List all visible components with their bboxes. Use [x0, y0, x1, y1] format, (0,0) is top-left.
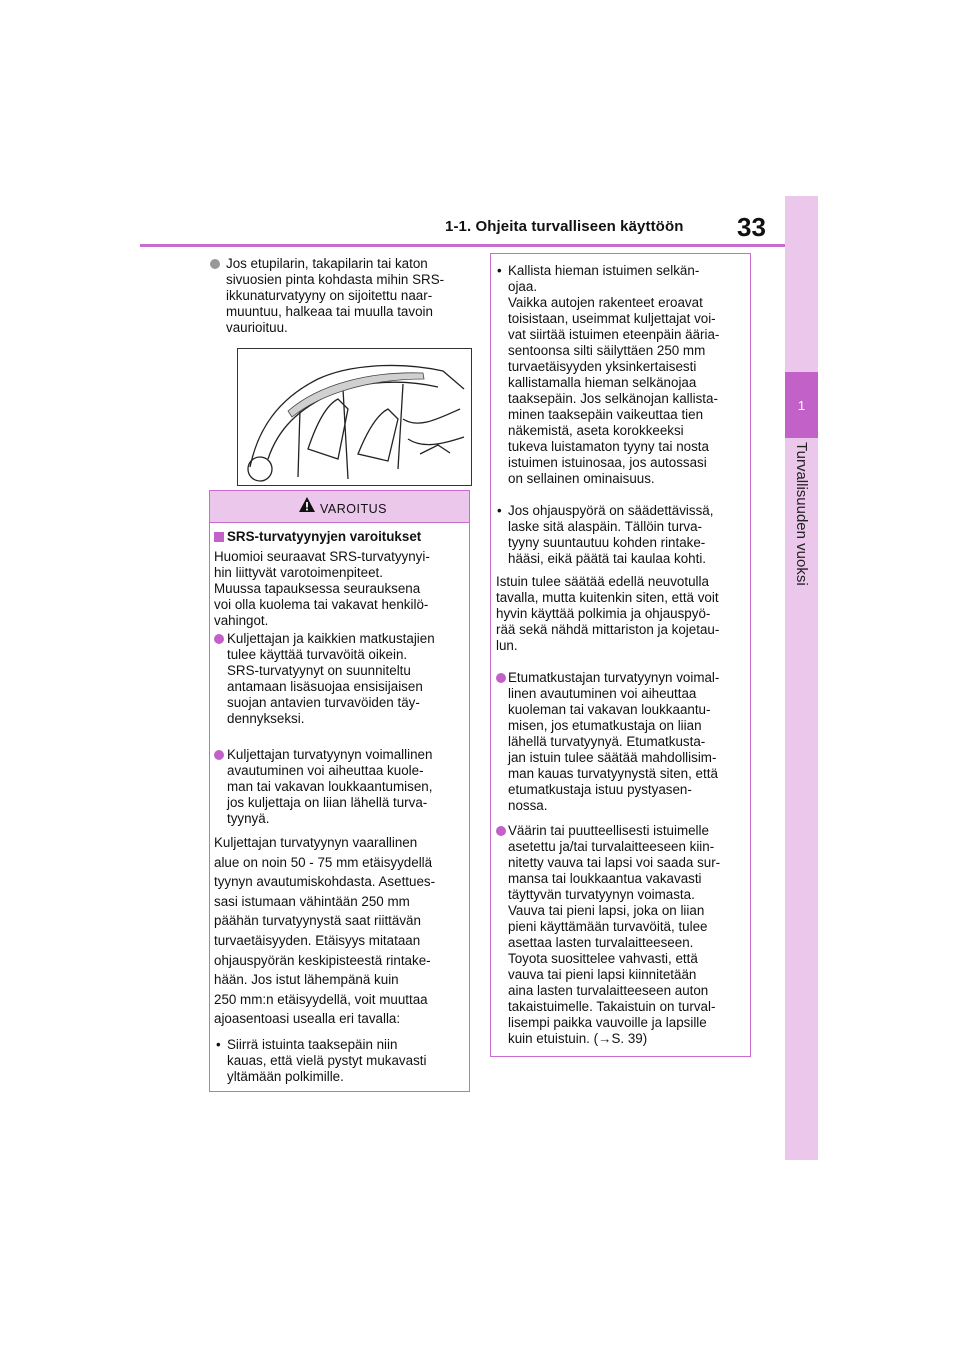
text-line: vahingot.: [214, 613, 269, 628]
arrow-right-icon: →: [598, 1031, 612, 1046]
square-bullet-icon: [214, 532, 224, 542]
text-line: lun.: [496, 638, 518, 653]
right-paragraph: [491, 574, 748, 654]
text-line: etumatkustaja istuu pystyasen-: [508, 782, 692, 797]
text-line: avautuminen voi aiheuttaa kuole-: [227, 763, 424, 778]
text-line: Kuljettajan turvatyynyn vaarallinen: [214, 835, 418, 850]
text-line: Vauva tai pieni lapsi, joka on liian: [508, 903, 705, 918]
chapter-label: Turvallisuuden vuoksi: [793, 442, 810, 586]
text-line: nossa.: [508, 798, 548, 813]
text-line: täyttyvän turvatyynyn voimasta.: [508, 887, 695, 902]
text-line: sentoonsa silti säilyttäen 250 mm: [508, 343, 706, 358]
text-line: päähän turvatyynystä saat riittävän: [214, 913, 421, 929]
right-paragraph-text: [496, 574, 748, 654]
text-line: mansa tai loukkaantua vakavasti: [508, 871, 702, 886]
text-line: man kauas turvatyynystä siten, että: [508, 766, 718, 781]
text-line: vat siirtää istuimen eteenpäin ääria-: [508, 327, 720, 342]
text-line: tyynyä.: [227, 811, 270, 826]
text-line: aina lasten turvalaitteeseen auton: [508, 983, 709, 998]
text-line: asetettu ja/tai turvalaitteeseen kiin-: [508, 839, 715, 854]
text-line: Kallista hieman istuimen selkän-: [508, 263, 700, 278]
right-dot-3-text: [491, 503, 748, 567]
text-line: rää sekä nähdä mittariston ja kojetau-: [496, 622, 720, 637]
text-line: kauas, että vielä pystyt mukavasti: [227, 1053, 427, 1068]
text-line: yltämään polkimille.: [227, 1069, 344, 1084]
text-line: Jos ohjauspyörä on säädettävissä,: [508, 503, 714, 518]
page-reference: [491, 1031, 748, 1047]
pink-bullet-icon: [496, 673, 506, 683]
warning-bullet-1-text: [210, 631, 467, 727]
intro-bullet: [210, 256, 470, 336]
side-tab-top: [785, 196, 818, 372]
text-line: lähellä turvatyynyä. Etumatkusta-: [508, 734, 706, 749]
text-line: Jos etupilarin, takapilarin tai katon: [226, 256, 428, 271]
dot-bullet: •: [497, 503, 502, 518]
warning-continuation-box: [490, 253, 751, 1057]
text-line: vauva tai pieni lapsi kiinnitetään: [508, 967, 697, 982]
text-line: istuimen istuinosaa, jos autossasi: [508, 455, 707, 470]
text-line: Muussa tapauksessa seurauksena: [214, 581, 421, 596]
pink-bullet-icon: [496, 826, 506, 836]
text-line: Väärin tai puutteellisesti istuimelle: [508, 823, 709, 838]
warning-intro-text: [214, 549, 467, 629]
text-line: misen, jos etumatkustaja on liian: [508, 718, 702, 733]
right-dot-2: [491, 263, 748, 487]
text-line: Huomioi seuraavat SRS-turvatyynyi-: [214, 549, 430, 564]
text-line: näkemistä, aseta korokkeeksi: [508, 423, 684, 438]
text-line: hään. Jos istut lähempänä kuin: [214, 972, 399, 988]
text-line: taaksepäin. Jos selkänojan kallista-: [508, 391, 718, 406]
page-reference-prefix: kuin etuistuin. (: [508, 1031, 599, 1046]
text-line: suojan antavien turvavöiden täy-: [227, 695, 420, 710]
text-line: tukeva luistamaton tyyny tai nosta: [508, 439, 709, 454]
text-line: linen avautuminen voi aiheuttaa: [508, 686, 697, 701]
text-line: lisempi paikka vauvoille ja lapsille: [508, 1015, 707, 1030]
text-line: vaurioituu.: [226, 320, 288, 335]
warning-dot-1: [210, 1037, 467, 1085]
warning-header: [210, 491, 469, 523]
warning-dot-1-text: [210, 1037, 467, 1085]
text-line: 250 mm:n etäisyydellä, voit muuttaa: [214, 991, 428, 1007]
text-line: ojaa.: [508, 279, 538, 294]
text-line: nitetty vauva tai lapsi voi saada sur-: [508, 855, 721, 870]
text-line: on sellainen ominaisuus.: [508, 471, 655, 486]
chapter-number: 1: [797, 397, 806, 413]
right-bullet-4: [491, 823, 748, 1047]
text-line: hin liittyvät varotoimenpiteet.: [214, 565, 383, 580]
text-line: pieni käyttämään turvavöitä, tulee: [508, 919, 708, 934]
chapter-label-tab: [785, 438, 818, 1160]
warning-triangle-icon: [298, 496, 316, 514]
text-line: Vaikka autojen rakenteet eroavat: [508, 295, 703, 310]
dot-bullet: •: [216, 1037, 221, 1052]
gray-bullet-icon: [210, 259, 220, 269]
text-line: turvaetäisyyden yksinkertaisesti: [508, 359, 697, 374]
section-title: 1-1. Ohjeita turvalliseen käyttöön: [445, 218, 684, 235]
text-line: Kuljettajan ja kaikkien matkustajien: [227, 631, 435, 646]
text-line: alue on noin 50 - 75 mm etäisyydellä: [214, 854, 433, 870]
pink-bullet-icon: [214, 750, 224, 760]
text-line: jos kuljettaja on liian lähellä turva-: [227, 795, 428, 810]
text-line: sasi istumaan vähintään 250 mm: [214, 893, 410, 909]
text-line: Toyota suosittelee vahvasti, että: [508, 951, 698, 966]
text-line: Istuin tulee säätää edellä neuvotulla: [496, 574, 709, 589]
right-bullet-4-text: [491, 823, 748, 1031]
header-rule: [140, 244, 785, 247]
right-dot-3: [491, 503, 748, 567]
warning-bullet-1: [210, 631, 467, 727]
text-line: ohjauspyörän keskipisteestä rintake-: [214, 952, 431, 968]
warning-intro: [210, 549, 467, 629]
warning-bullet-2: [210, 747, 467, 827]
dot-bullet: •: [497, 263, 502, 278]
text-line: laske sitä alaspäin. Tällöin turva-: [508, 519, 703, 534]
text-line: SRS-turvatyynyt on suunniteltu: [227, 663, 411, 678]
warning-paragraph-text: [214, 833, 467, 1029]
text-line: voi olla kuolema tai vakavat henkilö-: [214, 597, 429, 612]
warning-box: [209, 490, 470, 1092]
text-line: sivuosien pinta kohdasta mihin SRS-: [226, 272, 445, 287]
text-line: man tai vakavan loukkaantumisen,: [227, 779, 433, 794]
text-line: muuntuu, halkeaa tai muulla tavoin: [226, 304, 433, 319]
intro-text: [226, 256, 470, 336]
page-number: 33: [737, 212, 766, 242]
pink-bullet-icon: [214, 634, 224, 644]
text-line: ikkunaturvatyyny on sijoitettu naar-: [226, 288, 433, 303]
warning-bullet-2-text: [210, 747, 467, 827]
page-reference-link[interactable]: S. 39): [611, 1031, 648, 1046]
car-interior-figure: [237, 348, 472, 486]
text-line: hyvin käyttää polkimia ja ohjauspyö-: [496, 606, 711, 621]
text-line: dennykseksi.: [227, 711, 305, 726]
text-line: tyynyn avautumiskohdasta. Asettues-: [214, 874, 436, 890]
text-line: Etumatkustajan turvatyynyn voimal-: [508, 670, 720, 685]
text-line: antamaan lisäsuojaa ensisijaisen: [227, 679, 423, 694]
right-bullet-3-text: [491, 670, 748, 814]
text-line: jan istuin tulee säätää mahdollisim-: [508, 750, 717, 765]
text-line: Kuljettajan turvatyynyn voimallinen: [227, 747, 433, 762]
warning-paragraph: [210, 833, 467, 1029]
warning-heading: SRS-turvatyynyjen varoitukset: [227, 529, 422, 544]
chapter-number-tab[interactable]: [785, 372, 818, 438]
text-line: tyyny suuntautuu kohden rintake-: [508, 535, 706, 550]
text-line: kuoleman tai vakavan loukkaantu-: [508, 702, 711, 717]
warning-label: VAROITUS: [320, 502, 387, 516]
right-dot-2-text: [491, 263, 748, 487]
car-interior-curtain-airbag-icon: [238, 349, 471, 485]
text-line: tavalla, mutta kuitenkin siten, että voit: [496, 590, 719, 605]
text-line: takaistuimelle. Takaistuin on turval-: [508, 999, 716, 1014]
text-line: minen taaksepäin vaikeuttaa tien: [508, 407, 704, 422]
text-line: toisistaan, useimmat kuljettajat voi-: [508, 311, 716, 326]
text-line: Siirrä istuinta taaksepäin niin: [227, 1037, 398, 1052]
text-line: ajoasentoasi usealla eri tavalla:: [214, 1011, 401, 1027]
right-bullet-3: [491, 670, 748, 814]
warning-heading-row: [210, 529, 467, 545]
text-line: kallistamalla hieman selkänojaa: [508, 375, 697, 390]
text-line: asettaa lasten turvalaitteeseen.: [508, 935, 694, 950]
text-line: hääsi, eikä päätä tai kaulaa kohti.: [508, 551, 707, 566]
text-line: tulee käyttää turvavöitä oikein.: [227, 647, 408, 662]
text-line: turvaetäisyyden. Etäisyys mitataan: [214, 932, 421, 948]
